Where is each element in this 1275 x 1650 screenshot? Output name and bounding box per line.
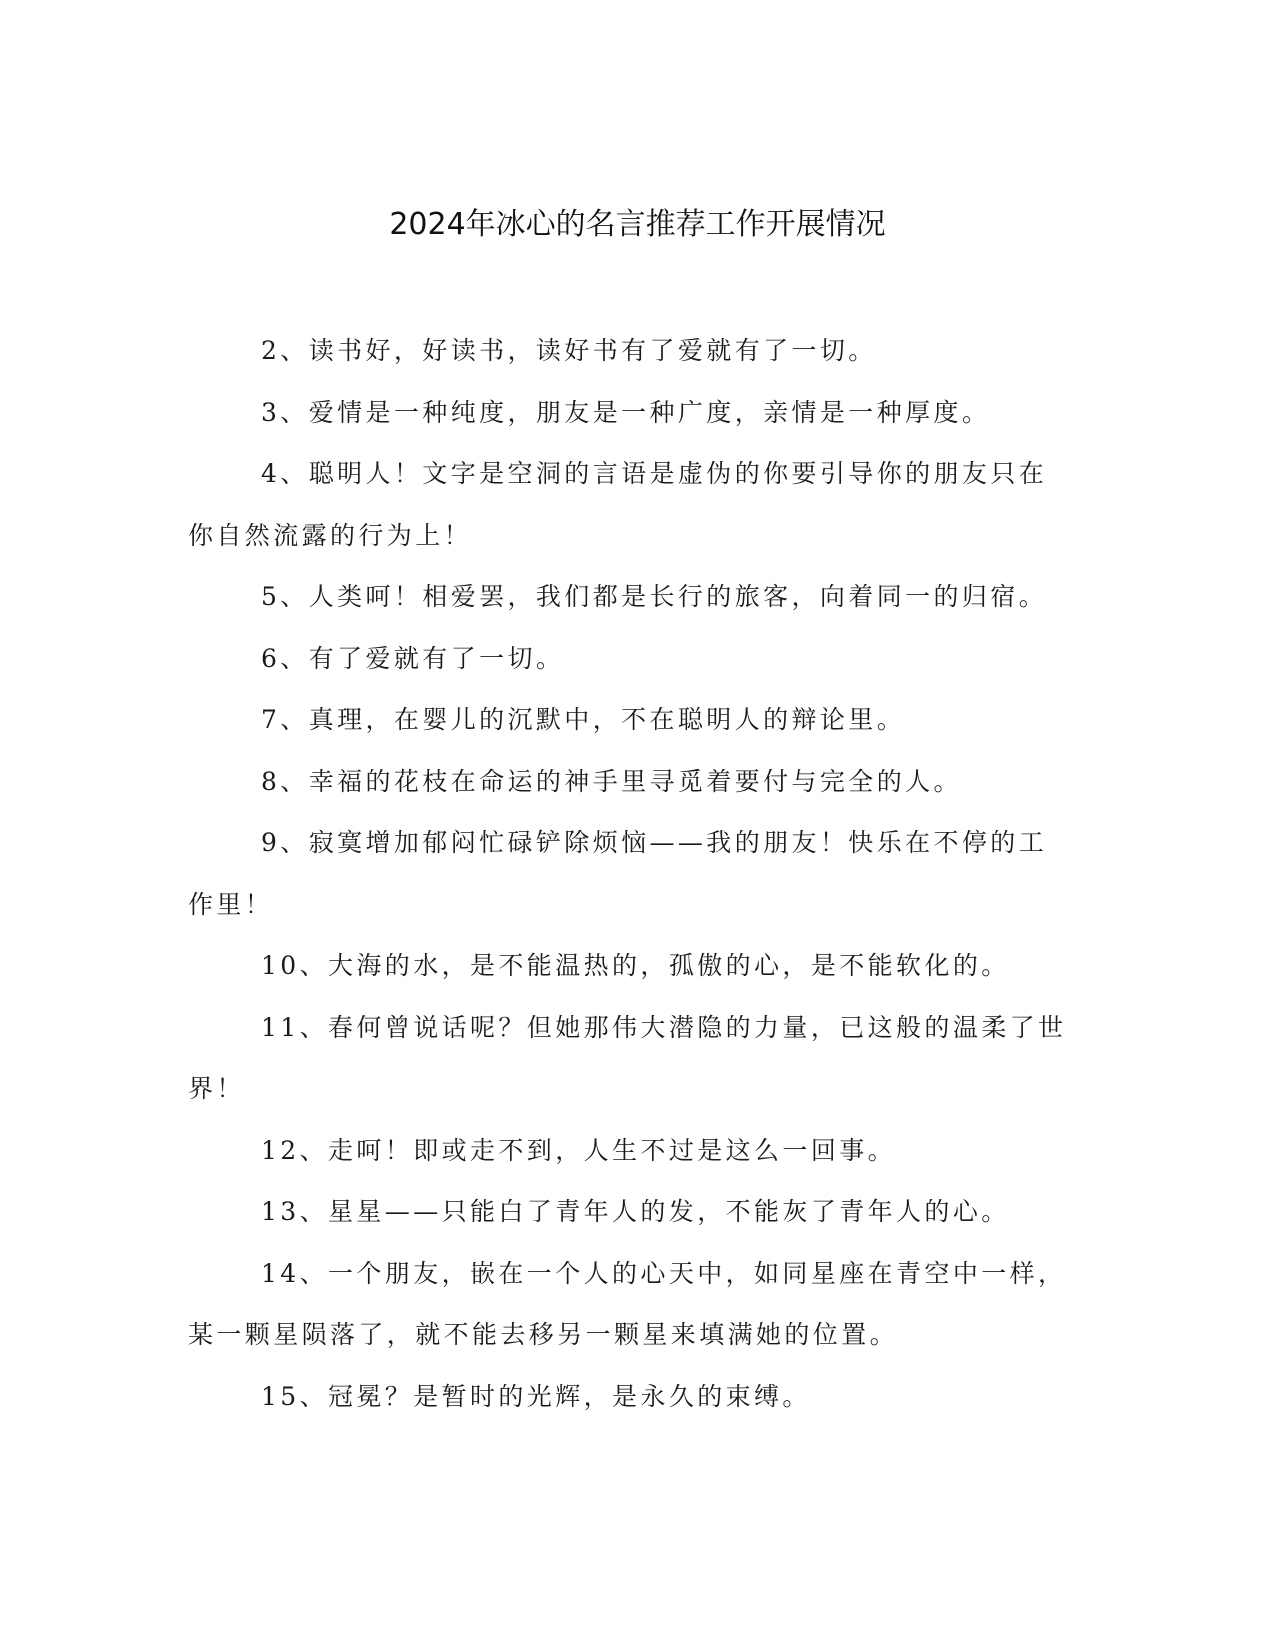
quote-paragraph: 6、有了爱就有了一切。	[261, 643, 565, 673]
quote-paragraph: 5、人类呵！相爱罢，我们都是长行的旅客，向着同一的归宿。	[261, 582, 1048, 611]
quote-paragraph: 10、大海的水，是不能温热的，孤傲的心，是不能软化的。	[261, 951, 1010, 980]
quote-paragraph: 3、爱情是一种纯度，朋友是一种广度，亲情是一种厚度。	[261, 397, 991, 427]
quote-paragraph: 7、真理，在婴儿的沉默中，不在聪明人的辩论里。	[261, 705, 906, 734]
quote-paragraph: 14、一个朋友，嵌在一个人的心天中，如同星座在青空中一样，某一颗星陨落了，就不能去移另一颗星来填满她的位置。	[188, 1258, 1067, 1349]
quote-paragraph: 9、寂寞增加郁闷忙碌铲除烦恼——我的朋友！快乐在不停的工作里！	[188, 828, 1048, 919]
quote-paragraph: 13、星星——只能白了青年人的发，不能灰了青年人的心。	[261, 1197, 1010, 1226]
quote-paragraph: 8、幸福的花枝在命运的神手里寻觅着要付与完全的人。	[261, 766, 962, 796]
quote-paragraph: 12、走呵！即或走不到，人生不过是这么一回事。	[261, 1135, 897, 1165]
quote-paragraph: 15、冠冕？是暂时的光辉，是永久的束缚。	[261, 1381, 811, 1411]
quote-paragraph: 4、聪明人！文字是空洞的言语是虚伪的你要引导你的朋友只在你自然流露的行为上！	[188, 459, 1048, 550]
quote-paragraph: 2、读书好，好读书，读好书有了爱就有了一切。	[261, 336, 877, 365]
quote-paragraph: 11、春何曾说话呢？但她那伟大潜隐的力量，已这般的温柔了世界！	[188, 1012, 1067, 1103]
document-body	[188, 320, 1068, 1427]
document-title: 2024年冰心的名言推荐工作开展情况	[389, 207, 886, 242]
